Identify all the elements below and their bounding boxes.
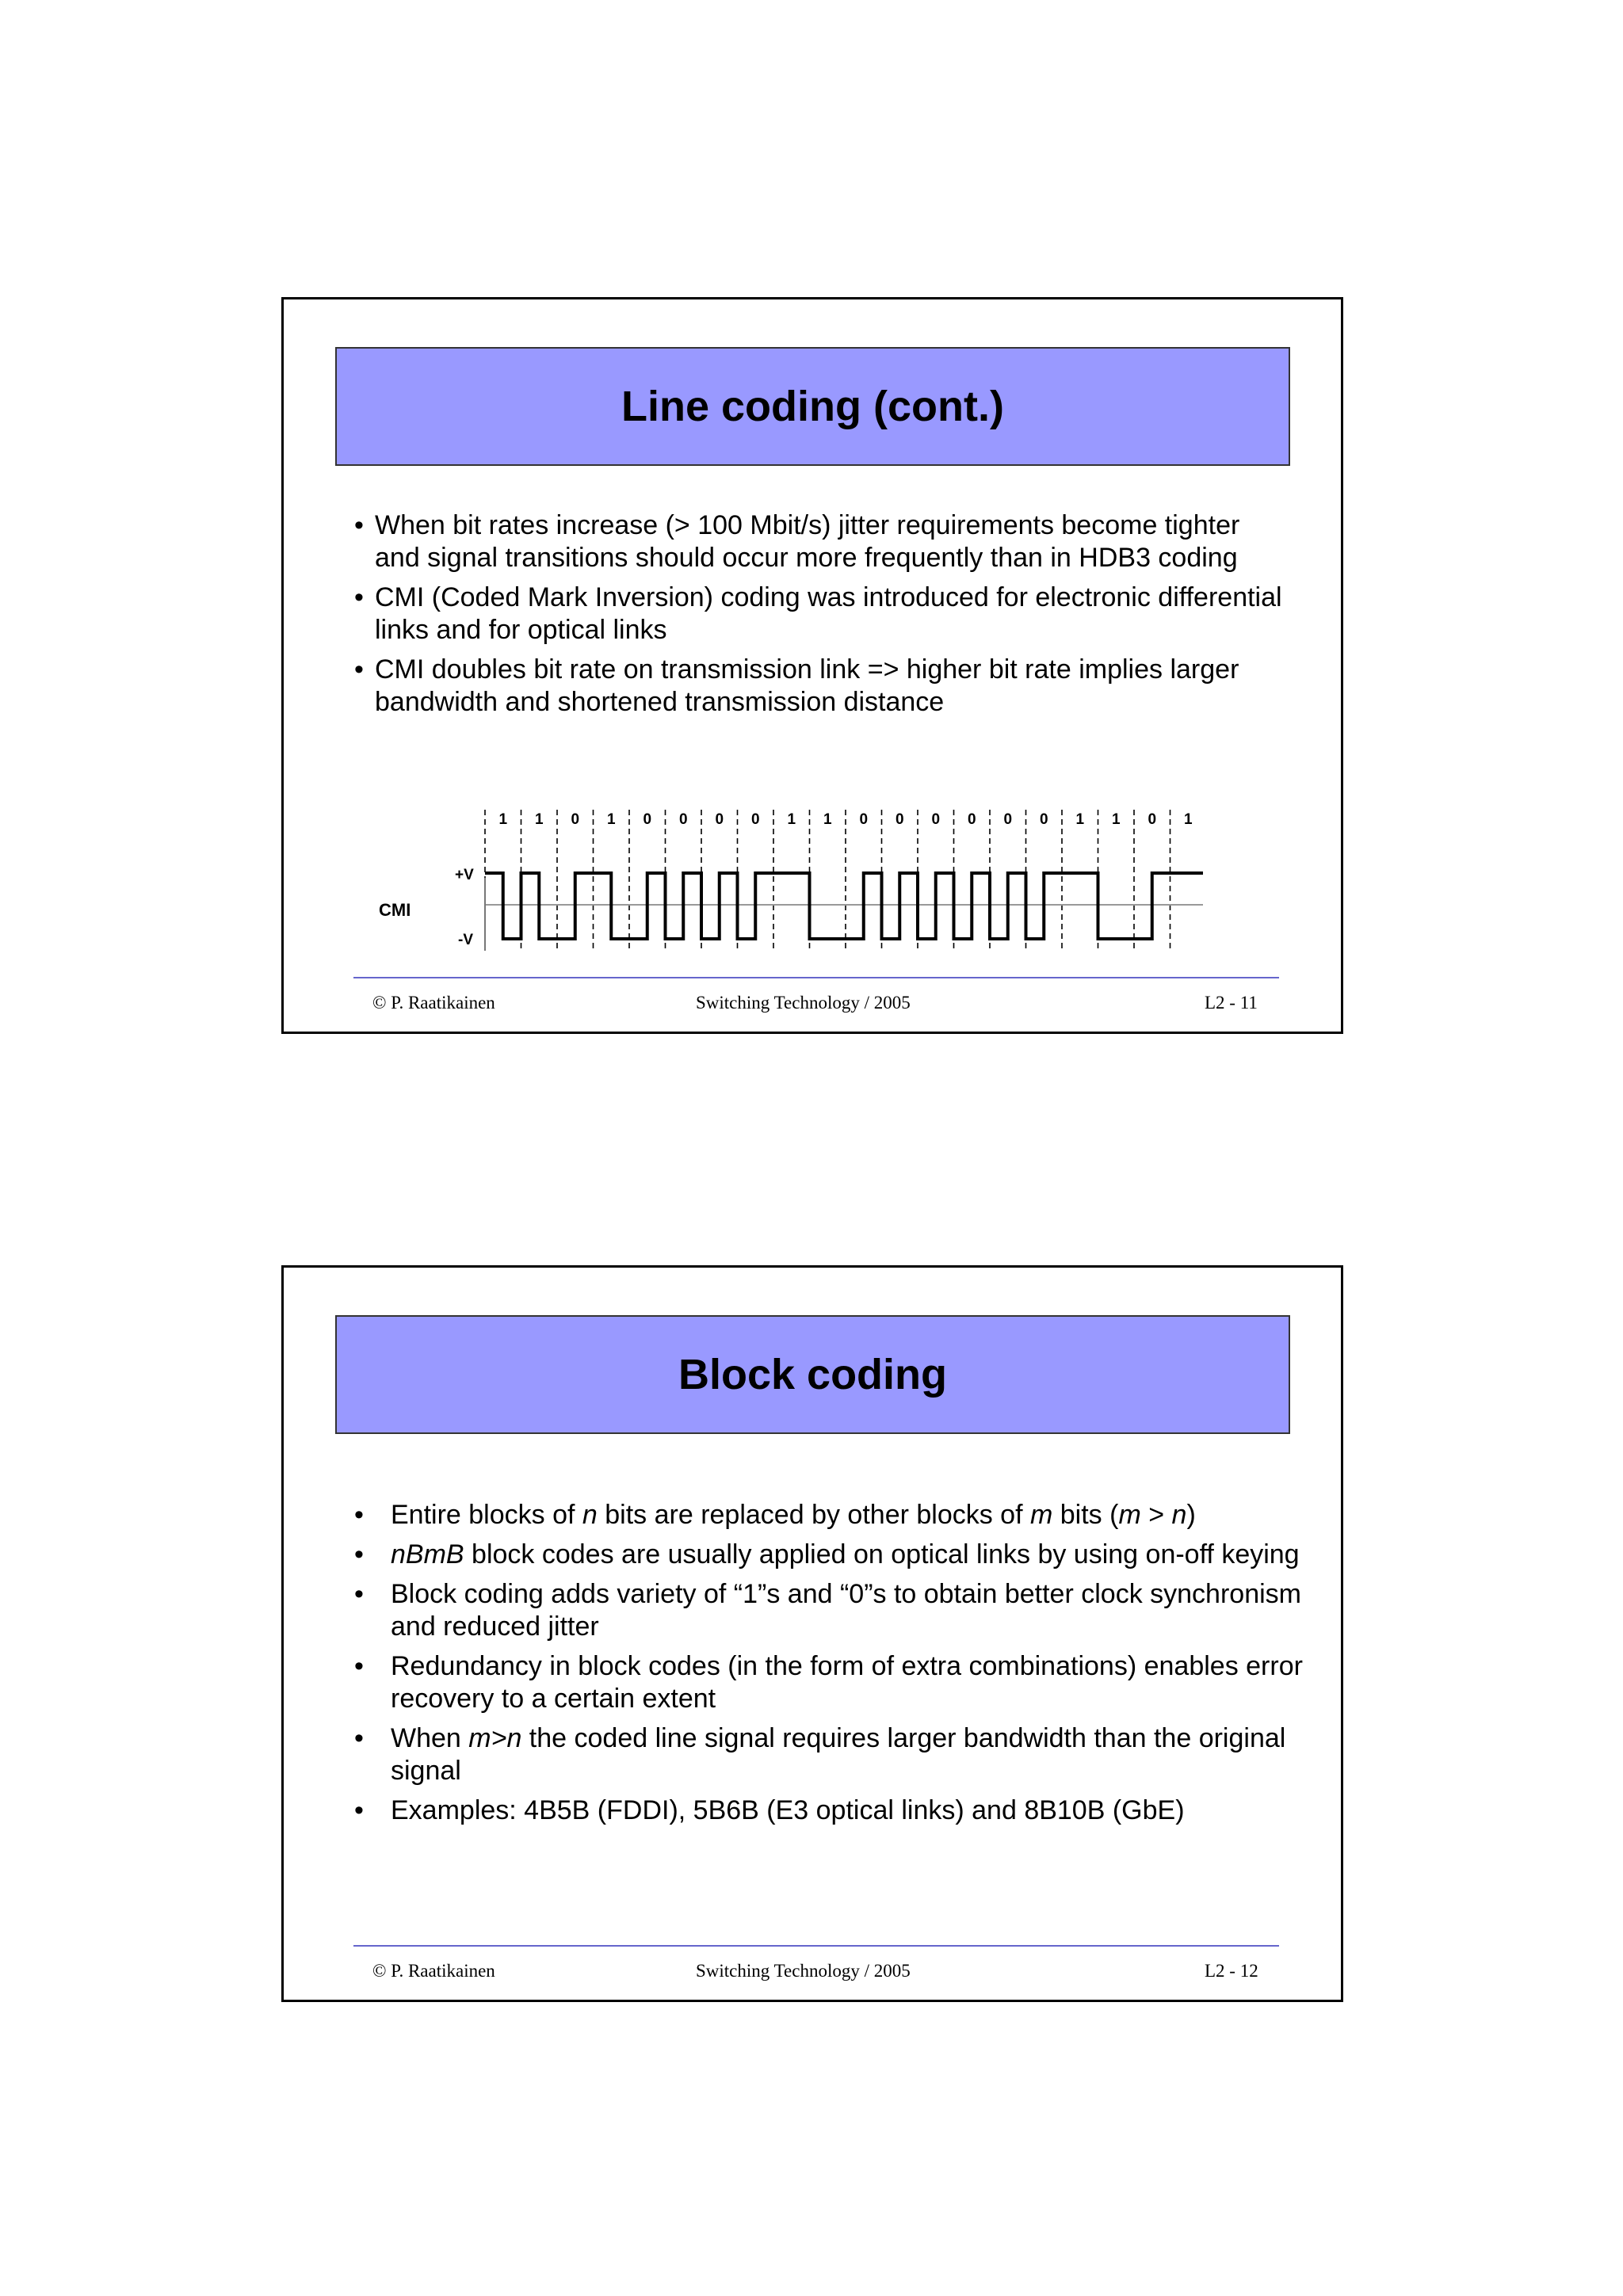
footer-course: Switching Technology / 2005 [696, 1961, 911, 1981]
bullet-item: • Entire blocks of n bits are replaced by other blocks of m bits (m > n) [391, 1499, 1326, 1531]
bullet-item: • When bit rates increase (> 100 Mbit/s) jitter requirements become tighter and signal transitions should occur more frequently than in HDB3 coding [375, 509, 1286, 574]
bullet-item: • Redundancy in block codes (in the form of extra combinations) enables error recovery to a certain extent [391, 1650, 1326, 1715]
bit-value-label: 0 [571, 811, 580, 828]
bit-value-label: 1 [498, 811, 508, 828]
bit-value-label: 1 [823, 811, 832, 828]
bit-value-label: 1 [534, 811, 544, 828]
bit-grid [485, 810, 1203, 949]
bit-value-label: 0 [643, 811, 652, 828]
bullet-item: • When m>n the coded line signal requires larger bandwidth than the original signal [391, 1722, 1326, 1787]
slide-title-box [335, 1315, 1290, 1434]
footer-page-number: L2 - 11 [1205, 993, 1258, 1013]
slide-title: Line coding (cont.) [621, 383, 1004, 430]
bit-value-label: 0 [678, 811, 688, 828]
bit-value-label: 1 [606, 811, 616, 828]
slide-title: Block coding [678, 1351, 948, 1398]
bit-value-label: 0 [931, 811, 941, 828]
bit-value-label: 0 [750, 811, 760, 828]
footer-author: © P. Raatikainen [372, 993, 495, 1013]
slide-line-coding [281, 297, 1343, 1034]
bullet-item: • Block coding adds variety of “1”s and “0”s to obtain better clock synchronism and reduced jitter [391, 1578, 1326, 1643]
bit-value-label: 1 [787, 811, 796, 828]
bullet-list [375, 509, 1286, 726]
bullet-item: • Examples: 4B5B (FDDI), 5B6B (E3 optical links) and 8B10B (GbE) [391, 1794, 1326, 1827]
bit-value-label: 0 [1039, 811, 1048, 828]
footer-course: Switching Technology / 2005 [696, 993, 911, 1013]
bullet-item: • nBmB block codes are usually applied on optical links by using on-off keying [391, 1539, 1326, 1571]
bullet-item: • CMI (Coded Mark Inversion) coding was introduced for electronic differential links and for optical links [375, 582, 1286, 646]
plus-v-label: +V [455, 867, 474, 883]
footer-author: © P. Raatikainen [372, 1961, 495, 1981]
footer-page-number: L2 - 12 [1205, 1961, 1258, 1981]
bit-value-label: 0 [1148, 811, 1157, 828]
footer-divider [353, 977, 1279, 978]
bit-value-label: 0 [859, 811, 869, 828]
bit-value-label: 1 [1111, 811, 1121, 828]
bit-value-label: 0 [1003, 811, 1013, 828]
slide-title-box [335, 347, 1290, 466]
minus-v-label: -V [458, 932, 473, 948]
bit-value-label: 0 [895, 811, 904, 828]
bit-value-label: 1 [1183, 811, 1193, 828]
bit-value-label: 0 [715, 811, 724, 828]
bit-value-label: 0 [967, 811, 976, 828]
slide-block-coding [281, 1265, 1343, 2002]
bullet-item: • CMI doubles bit rate on transmission link => higher bit rate implies larger bandwidth and shortened transmission distance [375, 654, 1286, 719]
cmi-waveform-diagram [363, 807, 1203, 965]
signal-label: CMI [379, 900, 411, 920]
bit-value-label: 1 [1075, 811, 1085, 828]
bullet-list [391, 1499, 1326, 1834]
footer-divider [353, 1945, 1279, 1947]
